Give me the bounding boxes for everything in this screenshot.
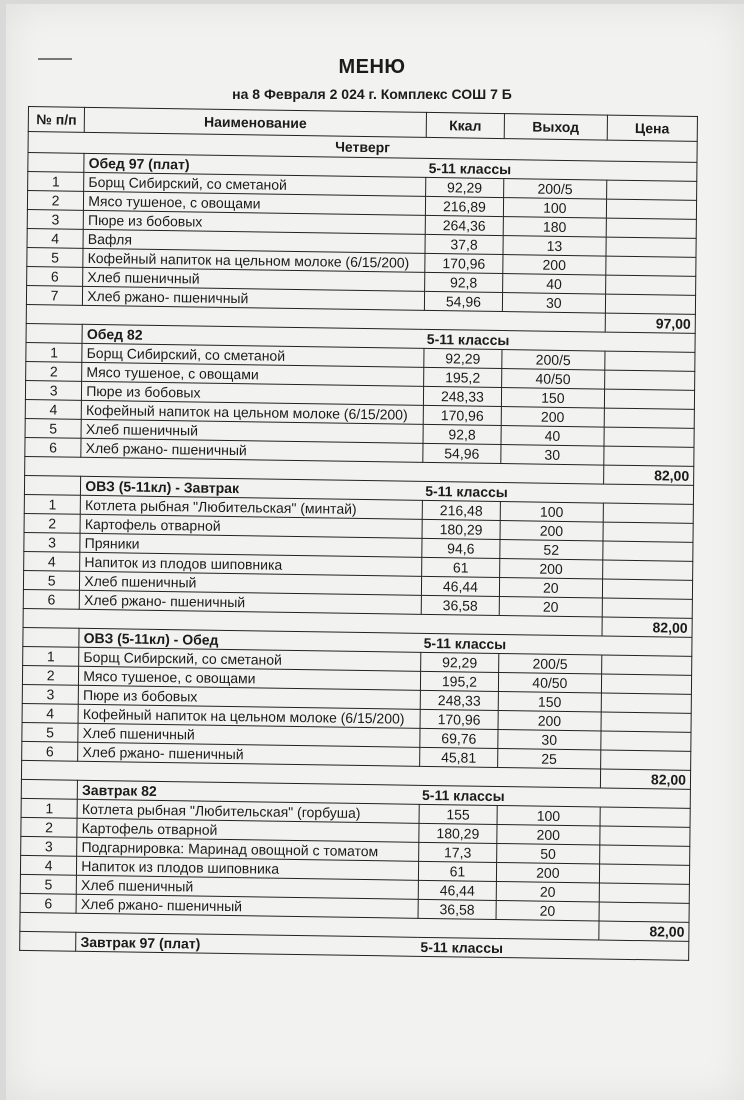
item-name: Котлета рыбная "Любительская" (горбуша) [77,799,419,823]
item-price [606,180,697,200]
item-output: 200 [501,407,604,428]
item-num: 5 [25,418,81,438]
item-kcal: 46,44 [418,880,497,900]
item-output: 30 [501,445,604,466]
header-output: Выход [504,114,607,141]
item-kcal: 264,36 [425,215,504,235]
item-output: 200 [497,862,600,883]
page-title: МЕНЮ [338,56,406,78]
item-price [606,199,697,219]
item-num: 5 [22,722,78,742]
item-kcal: 92,29 [420,652,499,672]
item-output: 150 [498,692,601,713]
item-kcal: 46,44 [421,576,500,596]
item-num: 1 [23,646,79,666]
item-kcal: 170,96 [425,253,504,273]
item-price [604,389,695,409]
section-total-price: 82,00 [600,769,691,789]
item-output: 52 [500,540,603,561]
section-header-num-cell [21,779,77,799]
header-name: Наименование [84,107,426,137]
item-num: 1 [24,494,80,514]
item-name: Кофейный напиток на цельном молоке (6/15/200) [83,248,425,272]
item-num: 1 [21,798,77,818]
item-output: 180 [503,217,606,238]
item-output: 40/50 [499,673,602,694]
item-kcal: 61 [421,557,500,577]
item-name: Хлеб пшеничный [80,571,422,595]
item-name: Напиток из плодов шиповника [77,856,419,880]
item-name: Пряники [80,533,422,557]
header-num: № п/п [28,107,85,133]
item-num: 7 [26,285,82,305]
item-kcal: 54,96 [423,443,502,463]
item-output: 100 [500,502,603,523]
section-classes: 5-11 классы [420,938,504,957]
item-price [604,427,695,447]
item-num: 6 [20,893,76,913]
item-price [601,655,692,675]
item-name: Хлеб пшеничный [81,419,423,443]
item-num: 4 [20,855,76,875]
section-title: Завтрак 82 [82,781,157,799]
item-price [599,902,690,922]
item-kcal: 216,48 [422,500,501,520]
item-name: Мясо тушеное, с овощами [84,191,426,215]
day-label: Четверг [28,132,697,163]
item-price [606,237,697,257]
item-name: Хлеб ржано- пшеничный [83,286,425,310]
item-kcal: 17,3 [418,842,497,862]
item-price [603,446,694,466]
item-name: Пюре из бобовых [83,210,425,234]
item-num: 2 [26,361,82,381]
item-output: 100 [504,198,607,219]
item-kcal: 170,96 [420,709,499,729]
header-price: Цена [607,115,698,141]
item-kcal: 92,29 [425,177,504,197]
item-num: 4 [22,703,78,723]
item-output: 200/5 [502,350,605,371]
item-kcal: 36,58 [418,899,497,919]
item-price [600,807,691,827]
item-price [599,883,690,903]
item-name: Мясо тушеное, с овощами [79,666,421,690]
item-name: Подгарнировка: Маринад овощной с томатом [77,837,419,861]
item-price [605,294,696,314]
item-output: 50 [497,843,600,864]
item-kcal: 36,58 [421,595,500,615]
item-kcal: 216,89 [425,196,504,216]
item-num: 6 [27,266,83,286]
menu-table [19,106,698,961]
item-output: 200 [497,824,600,845]
item-name: Картофель отварной [80,514,422,538]
item-output: 13 [503,236,606,257]
item-num: 1 [28,172,84,192]
item-kcal: 195,2 [423,367,502,387]
item-price [602,598,693,618]
item-num: 2 [27,190,83,210]
item-output: 30 [498,730,601,751]
section-classes: 5-11 классы [428,159,512,178]
item-num: 2 [22,665,78,685]
item-num: 1 [26,342,82,362]
section-total-price: 82,00 [602,617,693,637]
item-output: 200 [500,559,603,580]
item-kcal: 69,76 [420,728,499,748]
item-kcal: 155 [419,804,498,824]
section-classes: 5-11 классы [423,634,507,653]
item-num: 6 [23,589,79,609]
item-output: 30 [503,293,606,314]
section-title: Завтрак 97 (плат) [80,933,201,952]
item-name: Хлеб ржано- пшеничный [76,894,418,918]
item-num: 4 [27,228,83,248]
section-classes: 5-11 классы [426,330,510,349]
item-name: Напиток из плодов шиповника [80,552,422,576]
item-price [604,408,695,428]
section-header-num-cell [20,931,76,951]
item-kcal: 54,96 [424,291,503,311]
section-classes: 5-11 классы [421,786,505,805]
item-price [601,712,692,732]
item-name: Хлеб ржано- пшеничный [81,438,423,462]
item-name: Котлета рыбная "Любительская" (минтай) [80,495,422,519]
item-name: Хлеб пшеничный [78,723,420,747]
item-price [600,750,691,770]
item-price [601,693,692,713]
item-kcal: 170,96 [423,405,502,425]
item-num: 6 [25,437,81,457]
section-classes: 5-11 классы [425,482,508,501]
item-name: Кофейный напиток на цельном молоке (6/15/200) [81,400,423,424]
item-num: 3 [24,532,80,552]
item-output: 100 [497,806,600,827]
item-price [603,503,694,523]
item-kcal: 195,2 [420,671,499,691]
item-num: 4 [25,399,81,419]
item-kcal: 248,33 [423,386,502,406]
item-name: Кофейный напиток на цельном молоке (6/15/200) [78,704,420,728]
item-num: 2 [24,513,80,533]
item-name: Пюре из бобовых [82,381,424,405]
item-price [602,560,693,580]
section-total-price: 82,00 [603,465,694,485]
item-output: 200 [500,521,603,542]
item-num: 3 [25,380,81,400]
item-kcal: 61 [418,861,497,881]
item-kcal: 45,81 [419,747,498,767]
item-kcal: 37,8 [425,234,504,254]
item-output: 40 [503,274,606,295]
item-output: 25 [498,749,601,770]
item-price [599,845,690,865]
item-output: 20 [496,900,599,921]
item-price [599,826,690,846]
section-header-num-cell [26,323,82,343]
item-kcal: 180,29 [422,519,501,539]
item-price [602,579,693,599]
item-output: 200/5 [499,654,602,675]
item-price [600,731,691,751]
item-num: 5 [20,874,76,894]
item-num: 3 [22,684,78,704]
item-price [604,351,695,371]
item-price [599,864,690,884]
section-header-num-cell [23,627,79,647]
item-name: Борщ Сибирский, со сметаной [84,172,426,196]
page-subtitle: на 8 Февраля 2 024 г. Комплекс СОШ 7 Б [232,86,512,102]
item-name: Борщ Сибирский, со сметаной [82,343,424,367]
item-output: 200 [498,711,601,732]
item-output: 200/5 [504,179,607,200]
item-num: 3 [21,836,77,856]
item-num: 4 [24,551,80,571]
item-kcal: 92,29 [424,348,503,368]
item-name: Хлеб пшеничный [77,875,419,899]
section-title: Обед 82 [86,325,143,343]
item-name: Хлеб ржано- пшеничный [79,590,421,614]
item-name: Хлеб ржано- пшеничный [78,742,420,766]
item-price [605,275,696,295]
item-output: 20 [496,881,599,902]
section-title: Обед 97 (плат) [88,154,190,173]
item-price [602,541,693,561]
section-total-price: 97,00 [605,313,696,333]
section-header-num-cell [24,475,80,495]
section-title: ОВЗ (5-11кл) - Завтрак [85,477,240,497]
item-name: Хлеб пшеничный [83,267,425,291]
item-name: Пюре из бобовых [78,685,420,709]
item-name: Картофель отварной [77,818,419,842]
section-header-num-cell [28,153,84,173]
section-title: ОВЗ (5-11кл) - Обед [83,629,219,648]
item-kcal: 92,8 [424,272,503,292]
item-kcal: 92,8 [423,424,502,444]
item-output: 150 [502,388,605,409]
item-name: Вафля [83,229,425,253]
item-num: 3 [27,209,83,229]
item-price [601,674,692,694]
item-output: 40/50 [502,369,605,390]
item-price [604,370,695,390]
item-output: 20 [499,597,602,618]
item-kcal: 248,33 [420,690,499,710]
item-output: 200 [503,255,606,276]
item-num: 6 [22,741,78,761]
item-num: 5 [23,570,79,590]
section-total-price: 82,00 [598,921,689,941]
header-kcal: Ккал [426,112,505,138]
item-kcal: 180,29 [419,823,498,843]
item-kcal: 94,6 [422,538,501,558]
item-output: 40 [501,426,604,447]
item-num: 5 [27,247,83,267]
item-price [603,522,694,542]
item-name: Мясо тушеное, с овощами [82,362,424,386]
item-price [606,218,697,238]
item-output: 20 [500,578,603,599]
item-num: 2 [21,817,77,837]
item-name: Борщ Сибирский, со сметаной [79,647,421,671]
item-price [605,256,696,276]
